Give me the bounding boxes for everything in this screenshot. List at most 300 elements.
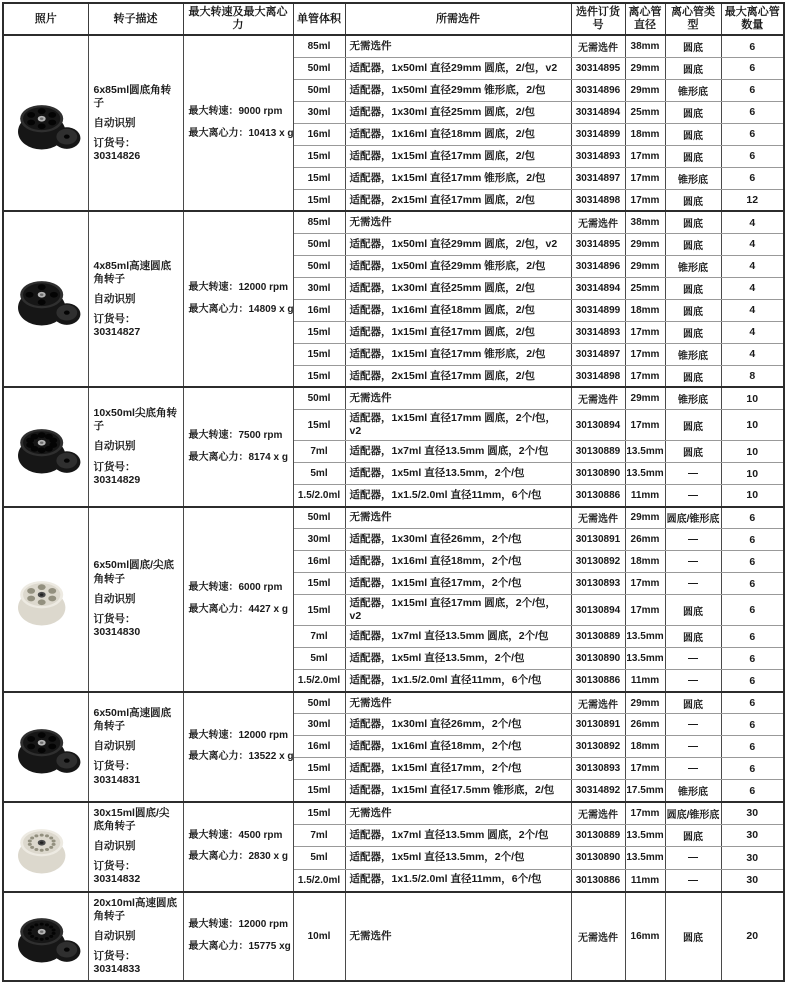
- option-order-number-cell: 30130886: [571, 670, 625, 692]
- tube-type-cell: 圆底: [665, 233, 721, 255]
- max-tube-count-cell: 6: [721, 507, 784, 529]
- option-order-number-cell: 30130886: [571, 869, 625, 891]
- tube-type-cell: 圆底: [665, 692, 721, 714]
- tube-volume-cell: 30ml: [293, 714, 345, 736]
- column-header-tube-diameter: 离心管直径: [625, 3, 665, 35]
- tube-diameter-cell: 18mm: [625, 299, 665, 321]
- max-tube-count-cell: 6: [721, 123, 784, 145]
- option-order-number-cell: 无需选件: [571, 692, 625, 714]
- tube-diameter-cell: 38mm: [625, 35, 665, 57]
- required-option-cell: 适配器，2x15ml 直径17mm 圆底，2/包: [345, 365, 571, 387]
- max-tube-count-cell: 6: [721, 595, 784, 626]
- max-tube-count-cell: 30: [721, 824, 784, 846]
- max-tube-count-cell: 6: [721, 551, 784, 573]
- tube-type-cell: —: [665, 529, 721, 551]
- tube-diameter-cell: 13.5mm: [625, 626, 665, 648]
- option-order-number-cell: 30314894: [571, 101, 625, 123]
- tube-diameter-cell: 29mm: [625, 255, 665, 277]
- tube-type-cell: 圆底: [665, 101, 721, 123]
- tube-type-cell: 圆底: [665, 626, 721, 648]
- rotor-photo: [10, 566, 82, 632]
- tube-diameter-cell: 17mm: [625, 145, 665, 167]
- tube-diameter-cell: 13.5mm: [625, 824, 665, 846]
- rotor-auto-id: 自动识别: [93, 929, 136, 942]
- option-order-number-cell: 30314895: [571, 233, 625, 255]
- rotor-photo: [10, 903, 82, 969]
- rotor-photo-cell: [3, 387, 88, 506]
- tube-volume-cell: 50ml: [293, 57, 345, 79]
- tube-type-cell: —: [665, 869, 721, 891]
- option-order-number-cell: 30130893: [571, 573, 625, 595]
- tube-type-cell: —: [665, 847, 721, 869]
- rotor-photo-cell: [3, 507, 88, 692]
- option-order-number-cell: 30314897: [571, 343, 625, 365]
- rotor-description-cell: [88, 507, 183, 692]
- max-tube-count-cell: 10: [721, 387, 784, 409]
- max-speed: 最大转速：9000 rpm: [188, 106, 283, 118]
- tube-diameter-cell: 17mm: [625, 758, 665, 780]
- option-order-number-cell: 30130889: [571, 441, 625, 463]
- max-speed: 最大转速：12000 rpm: [188, 729, 288, 741]
- tube-volume-cell: 15ml: [293, 595, 345, 626]
- rotor-photo-cell: [3, 35, 88, 211]
- tube-volume-cell: 1.5/2.0ml: [293, 485, 345, 507]
- max-tube-count-cell: 30: [721, 869, 784, 891]
- tube-volume-cell: 15ml: [293, 758, 345, 780]
- tube-type-cell: 圆底: [665, 189, 721, 211]
- rotor-photo-cell: [3, 892, 88, 982]
- required-option-cell: 适配器，1x50ml 直径29mm 锥形底，2/包: [345, 255, 571, 277]
- option-order-number-cell: 30130890: [571, 847, 625, 869]
- rotor-photo-cell: [3, 802, 88, 892]
- tube-volume-cell: 30ml: [293, 101, 345, 123]
- table-header: [3, 3, 784, 35]
- tube-diameter-cell: 26mm: [625, 529, 665, 551]
- tube-volume-cell: 15ml: [293, 343, 345, 365]
- max-tube-count-cell: 6: [721, 758, 784, 780]
- required-option-cell: 适配器，1x15ml 直径17mm 圆底，2/包: [345, 145, 571, 167]
- required-option-cell: 适配器，1x15ml 直径17mm 锥形底，2/包: [345, 167, 571, 189]
- rotor-specs-cell: [183, 211, 293, 387]
- tube-volume-cell: 5ml: [293, 463, 345, 485]
- tube-type-cell: —: [665, 670, 721, 692]
- max-tube-count-cell: 6: [721, 626, 784, 648]
- max-speed: 最大转速：4500 rpm: [188, 829, 283, 841]
- tube-type-cell: 圆底: [665, 595, 721, 626]
- tube-type-cell: 圆底: [665, 145, 721, 167]
- max-rcf: 最大离心力：4427 x g: [188, 603, 288, 615]
- rotor-name: 20x10ml高速圆底角转子: [93, 896, 177, 922]
- rotor-photo: [10, 266, 82, 332]
- rotor-photo: [10, 90, 82, 156]
- rotor-description-cell: [88, 387, 183, 506]
- max-tube-count-cell: 4: [721, 233, 784, 255]
- tube-volume-cell: 5ml: [293, 847, 345, 869]
- max-speed: 最大转速：6000 rpm: [188, 582, 283, 594]
- tube-diameter-cell: 17mm: [625, 573, 665, 595]
- tube-volume-cell: 7ml: [293, 824, 345, 846]
- max-speed: 最大转速：12000 rpm: [188, 919, 288, 931]
- required-option-cell: 无需选件: [345, 507, 571, 529]
- tube-type-cell: 圆底: [665, 299, 721, 321]
- tube-type-cell: —: [665, 485, 721, 507]
- max-tube-count-cell: 6: [721, 648, 784, 670]
- required-option-cell: 适配器，1x7ml 直径13.5mm 圆底，2个/包: [345, 824, 571, 846]
- tube-volume-cell: 50ml: [293, 79, 345, 101]
- tube-type-cell: —: [665, 573, 721, 595]
- tube-type-cell: 圆底: [665, 35, 721, 57]
- option-order-number-cell: 30130889: [571, 824, 625, 846]
- tube-diameter-cell: 11mm: [625, 869, 665, 891]
- tube-diameter-cell: 13.5mm: [625, 463, 665, 485]
- required-option-cell: 适配器，1x16ml 直径18mm，2个/包: [345, 736, 571, 758]
- tube-type-cell: 圆底: [665, 365, 721, 387]
- option-order-number-cell: 30130894: [571, 595, 625, 626]
- required-option-cell: 适配器，1x16ml 直径18mm 圆底，2/包: [345, 123, 571, 145]
- tube-diameter-cell: 29mm: [625, 79, 665, 101]
- rotor-order-number: 订货号：30314832: [93, 860, 141, 886]
- tube-diameter-cell: 29mm: [625, 57, 665, 79]
- tube-volume-cell: 1.5/2.0ml: [293, 670, 345, 692]
- required-option-cell: 无需选件: [345, 692, 571, 714]
- tube-diameter-cell: 11mm: [625, 670, 665, 692]
- column-header-tube-volume: 单管体积: [293, 3, 345, 35]
- max-tube-count-cell: 6: [721, 145, 784, 167]
- max-rcf: 最大离心力：10413 x g: [188, 127, 294, 139]
- option-order-number-cell: 30314899: [571, 299, 625, 321]
- column-header-max-speed-force: 最大转速及最大离心力: [183, 3, 293, 35]
- max-tube-count-cell: 8: [721, 365, 784, 387]
- required-option-cell: 适配器，1x5ml 直径13.5mm，2个/包: [345, 648, 571, 670]
- tube-type-cell: 圆底: [665, 277, 721, 299]
- required-option-cell: 适配器，2x15ml 直径17mm 圆底，2/包: [345, 189, 571, 211]
- option-order-number-cell: 30130890: [571, 463, 625, 485]
- option-order-number-cell: 无需选件: [571, 211, 625, 233]
- tube-volume-cell: 15ml: [293, 167, 345, 189]
- rotor-table-body: [3, 35, 784, 981]
- required-option-cell: 适配器，1x15ml 直径17mm 圆底，2个/包，v2: [345, 409, 571, 440]
- table-row: [3, 507, 784, 529]
- column-header-option-order-number: 选件订货号: [571, 3, 625, 35]
- max-tube-count-cell: 4: [721, 277, 784, 299]
- rotor-order-number: 订货号：30314826: [93, 136, 141, 163]
- option-order-number-cell: 30314894: [571, 277, 625, 299]
- tube-type-cell: 圆底: [665, 123, 721, 145]
- option-order-number-cell: 30130890: [571, 648, 625, 670]
- required-option-cell: 适配器，1x16ml 直径18mm，2个/包: [345, 551, 571, 573]
- tube-volume-cell: 15ml: [293, 321, 345, 343]
- rotor-auto-id: 自动识别: [93, 840, 136, 853]
- max-tube-count-cell: 6: [721, 692, 784, 714]
- option-order-number-cell: 30314897: [571, 167, 625, 189]
- rotor-specs-cell: [183, 802, 293, 892]
- max-rcf: 最大离心力：15775 xg: [188, 940, 291, 952]
- rotor-name: 6x50ml圆底/尖底角转子: [93, 559, 175, 585]
- option-order-number-cell: 无需选件: [571, 35, 625, 57]
- tube-diameter-cell: 17mm: [625, 343, 665, 365]
- max-tube-count-cell: 10: [721, 485, 784, 507]
- max-rcf: 最大离心力：14809 x g: [188, 303, 294, 315]
- option-order-number-cell: 30314898: [571, 189, 625, 211]
- rotor-order-number: 订货号：30314830: [93, 612, 141, 638]
- max-tube-count-cell: 6: [721, 35, 784, 57]
- tube-type-cell: 圆底: [665, 441, 721, 463]
- tube-volume-cell: 7ml: [293, 441, 345, 463]
- tube-diameter-cell: 17mm: [625, 167, 665, 189]
- required-option-cell: 无需选件: [345, 802, 571, 824]
- max-tube-count-cell: 30: [721, 847, 784, 869]
- option-order-number-cell: 30130889: [571, 626, 625, 648]
- table-row: [3, 211, 784, 233]
- max-tube-count-cell: 10: [721, 409, 784, 440]
- required-option-cell: 适配器，1x15ml 直径17mm 锥形底，2/包: [345, 343, 571, 365]
- max-tube-count-cell: 6: [721, 167, 784, 189]
- option-order-number-cell: 30130892: [571, 736, 625, 758]
- tube-diameter-cell: 18mm: [625, 551, 665, 573]
- tube-diameter-cell: 13.5mm: [625, 847, 665, 869]
- tube-volume-cell: 1.5/2.0ml: [293, 869, 345, 891]
- rotor-description-cell: [88, 692, 183, 802]
- required-option-cell: 适配器，1x16ml 直径18mm 圆底，2/包: [345, 299, 571, 321]
- rotor-order-number: 订货号：30314831: [93, 760, 141, 786]
- required-option-cell: 适配器，1x5ml 直径13.5mm，2个/包: [345, 463, 571, 485]
- required-option-cell: 适配器，1x50ml 直径29mm 锥形底，2/包: [345, 79, 571, 101]
- rotor-auto-id: 自动识别: [93, 292, 136, 305]
- tube-volume-cell: 15ml: [293, 365, 345, 387]
- max-speed: 最大转速：12000 rpm: [188, 282, 288, 294]
- tube-type-cell: 圆底: [665, 211, 721, 233]
- option-order-number-cell: 30314892: [571, 780, 625, 802]
- max-tube-count-cell: 30: [721, 802, 784, 824]
- required-option-cell: 适配器，1x30ml 直径26mm，2个/包: [345, 714, 571, 736]
- option-order-number-cell: 30314899: [571, 123, 625, 145]
- required-option-cell: 无需选件: [345, 211, 571, 233]
- max-tube-count-cell: 6: [721, 529, 784, 551]
- tube-volume-cell: 7ml: [293, 626, 345, 648]
- tube-volume-cell: 15ml: [293, 145, 345, 167]
- rotor-specs-cell: [183, 387, 293, 506]
- rotor-name: 4x85ml高速圆底角转子: [93, 259, 172, 285]
- tube-volume-cell: 16ml: [293, 551, 345, 573]
- tube-type-cell: 锥形底: [665, 79, 721, 101]
- tube-type-cell: 圆底: [665, 892, 721, 982]
- table-row: [3, 387, 784, 409]
- required-option-cell: 无需选件: [345, 387, 571, 409]
- required-option-cell: 适配器，1x30ml 直径26mm，2个/包: [345, 529, 571, 551]
- max-tube-count-cell: 4: [721, 299, 784, 321]
- tube-volume-cell: 50ml: [293, 233, 345, 255]
- tube-volume-cell: 15ml: [293, 780, 345, 802]
- option-order-number-cell: 30130894: [571, 409, 625, 440]
- table-row: [3, 692, 784, 714]
- max-tube-count-cell: 6: [721, 780, 784, 802]
- rotor-order-number: 订货号：30314827: [93, 312, 141, 339]
- tube-diameter-cell: 29mm: [625, 233, 665, 255]
- required-option-cell: 适配器，1x15ml 直径17mm 圆底，2个/包，v2: [345, 595, 571, 626]
- table-row: [3, 35, 784, 57]
- required-option-cell: 适配器，1x1.5/2.0ml 直径11mm，6个/包: [345, 485, 571, 507]
- column-header-max-tube-count: 最大离心管数量: [721, 3, 784, 35]
- rotor-order-number: 订货号：30314829: [93, 460, 141, 486]
- option-order-number-cell: 30130893: [571, 758, 625, 780]
- rotor-name: 10x50ml尖底角转子: [93, 407, 177, 433]
- tube-type-cell: 圆底: [665, 824, 721, 846]
- rotor-auto-id: 自动识别: [93, 116, 136, 129]
- max-speed: 最大转速：7500 rpm: [188, 430, 283, 441]
- tube-type-cell: —: [665, 648, 721, 670]
- tube-diameter-cell: 38mm: [625, 211, 665, 233]
- max-rcf: 最大离心力：13522 x g: [188, 751, 294, 763]
- required-option-cell: 适配器，1x50ml 直径29mm 圆底，2/包，v2: [345, 233, 571, 255]
- max-rcf: 最大离心力：8174 x g: [188, 451, 288, 463]
- required-option-cell: 适配器，1x7ml 直径13.5mm 圆底，2个/包: [345, 441, 571, 463]
- rotor-specs-cell: [183, 892, 293, 982]
- column-header-photo: 照片: [3, 3, 88, 35]
- tube-type-cell: —: [665, 714, 721, 736]
- tube-diameter-cell: 25mm: [625, 101, 665, 123]
- max-rcf: 最大离心力：2830 x g: [188, 851, 288, 863]
- option-order-number-cell: 无需选件: [571, 507, 625, 529]
- rotor-name: 30x15ml圆底/尖底角转子: [93, 806, 170, 832]
- rotor-photo: [10, 814, 82, 880]
- tube-diameter-cell: 18mm: [625, 123, 665, 145]
- max-tube-count-cell: 6: [721, 79, 784, 101]
- max-tube-count-cell: 20: [721, 892, 784, 982]
- rotor-description-cell: [88, 211, 183, 387]
- tube-type-cell: 锥形底: [665, 387, 721, 409]
- tube-diameter-cell: 16mm: [625, 892, 665, 982]
- max-tube-count-cell: 12: [721, 189, 784, 211]
- option-order-number-cell: 30314898: [571, 365, 625, 387]
- required-option-cell: 适配器，1x30ml 直径25mm 圆底，2/包: [345, 101, 571, 123]
- rotor-photo-cell: [3, 211, 88, 387]
- option-order-number-cell: 30130886: [571, 485, 625, 507]
- tube-diameter-cell: 29mm: [625, 507, 665, 529]
- tube-volume-cell: 85ml: [293, 35, 345, 57]
- rotor-spec-table: [2, 2, 785, 982]
- option-order-number-cell: 30314896: [571, 79, 625, 101]
- tube-type-cell: 圆底: [665, 321, 721, 343]
- tube-type-cell: 圆底/锥形底: [665, 802, 721, 824]
- option-order-number-cell: 30314893: [571, 145, 625, 167]
- required-option-cell: 适配器，1x7ml 直径13.5mm 圆底，2个/包: [345, 626, 571, 648]
- option-order-number-cell: 无需选件: [571, 892, 625, 982]
- option-order-number-cell: 30314896: [571, 255, 625, 277]
- tube-type-cell: 圆底/锥形底: [665, 507, 721, 529]
- tube-diameter-cell: 18mm: [625, 736, 665, 758]
- tube-volume-cell: 30ml: [293, 277, 345, 299]
- tube-diameter-cell: 17mm: [625, 365, 665, 387]
- max-tube-count-cell: 10: [721, 441, 784, 463]
- max-tube-count-cell: 6: [721, 670, 784, 692]
- table-row: [3, 892, 784, 982]
- max-tube-count-cell: 6: [721, 57, 784, 79]
- column-header-tube-type: 离心管类型: [665, 3, 721, 35]
- tube-type-cell: —: [665, 463, 721, 485]
- tube-volume-cell: 16ml: [293, 299, 345, 321]
- rotor-description-cell: [88, 35, 183, 211]
- required-option-cell: 适配器，1x15ml 直径17.5mm 锥形底，2/包: [345, 780, 571, 802]
- tube-diameter-cell: 17mm: [625, 321, 665, 343]
- tube-diameter-cell: 29mm: [625, 387, 665, 409]
- rotor-specs-cell: [183, 692, 293, 802]
- tube-volume-cell: 15ml: [293, 573, 345, 595]
- tube-diameter-cell: 29mm: [625, 692, 665, 714]
- tube-type-cell: 锥形底: [665, 343, 721, 365]
- tube-diameter-cell: 25mm: [625, 277, 665, 299]
- tube-diameter-cell: 17.5mm: [625, 780, 665, 802]
- option-order-number-cell: 30130891: [571, 714, 625, 736]
- max-tube-count-cell: 4: [721, 211, 784, 233]
- option-order-number-cell: 无需选件: [571, 387, 625, 409]
- tube-diameter-cell: 17mm: [625, 409, 665, 440]
- header-row: [3, 3, 784, 35]
- tube-volume-cell: 15ml: [293, 189, 345, 211]
- tube-volume-cell: 50ml: [293, 387, 345, 409]
- rotor-auto-id: 自动识别: [93, 740, 136, 753]
- max-tube-count-cell: 4: [721, 321, 784, 343]
- rotor-name: 6x85ml圆底角转子: [93, 83, 172, 109]
- tube-volume-cell: 30ml: [293, 529, 345, 551]
- rotor-photo-cell: [3, 692, 88, 802]
- max-tube-count-cell: 10: [721, 463, 784, 485]
- tube-volume-cell: 16ml: [293, 736, 345, 758]
- column-header-required-options: 所需选件: [345, 3, 571, 35]
- rotor-specs-cell: [183, 35, 293, 211]
- tube-volume-cell: 50ml: [293, 692, 345, 714]
- tube-volume-cell: 16ml: [293, 123, 345, 145]
- required-option-cell: 适配器，1x1.5/2.0ml 直径11mm，6个/包: [345, 670, 571, 692]
- required-option-cell: 适配器，1x30ml 直径25mm 圆底，2/包: [345, 277, 571, 299]
- tube-volume-cell: 85ml: [293, 211, 345, 233]
- required-option-cell: 适配器，1x15ml 直径17mm，2个/包: [345, 758, 571, 780]
- rotor-auto-id: 自动识别: [93, 592, 136, 605]
- option-order-number-cell: 30314895: [571, 57, 625, 79]
- tube-type-cell: —: [665, 551, 721, 573]
- tube-type-cell: —: [665, 736, 721, 758]
- max-tube-count-cell: 4: [721, 343, 784, 365]
- tube-volume-cell: 50ml: [293, 507, 345, 529]
- tube-diameter-cell: 13.5mm: [625, 648, 665, 670]
- tube-type-cell: 锥形底: [665, 167, 721, 189]
- rotor-photo: [10, 414, 82, 480]
- tube-volume-cell: 10ml: [293, 892, 345, 982]
- tube-type-cell: —: [665, 758, 721, 780]
- option-order-number-cell: 30314893: [571, 321, 625, 343]
- required-option-cell: 适配器，1x15ml 直径17mm 圆底，2/包: [345, 321, 571, 343]
- required-option-cell: 适配器，1x1.5/2.0ml 直径11mm，6个/包: [345, 869, 571, 891]
- tube-type-cell: 圆底: [665, 57, 721, 79]
- option-order-number-cell: 无需选件: [571, 802, 625, 824]
- table-row: [3, 802, 784, 824]
- column-header-description: 转子描述: [88, 3, 183, 35]
- rotor-auto-id: 自动识别: [93, 440, 136, 453]
- tube-volume-cell: 15ml: [293, 409, 345, 440]
- rotor-name: 6x50ml高速圆底角转子: [93, 707, 172, 733]
- tube-volume-cell: 15ml: [293, 802, 345, 824]
- tube-type-cell: 圆底: [665, 409, 721, 440]
- tube-diameter-cell: 13.5mm: [625, 441, 665, 463]
- max-tube-count-cell: 6: [721, 714, 784, 736]
- required-option-cell: 无需选件: [345, 35, 571, 57]
- tube-volume-cell: 5ml: [293, 648, 345, 670]
- max-tube-count-cell: 4: [721, 255, 784, 277]
- max-tube-count-cell: 6: [721, 101, 784, 123]
- rotor-photo: [10, 714, 82, 780]
- required-option-cell: 适配器，1x15ml 直径17mm，2个/包: [345, 573, 571, 595]
- tube-diameter-cell: 17mm: [625, 802, 665, 824]
- tube-type-cell: 锥形底: [665, 780, 721, 802]
